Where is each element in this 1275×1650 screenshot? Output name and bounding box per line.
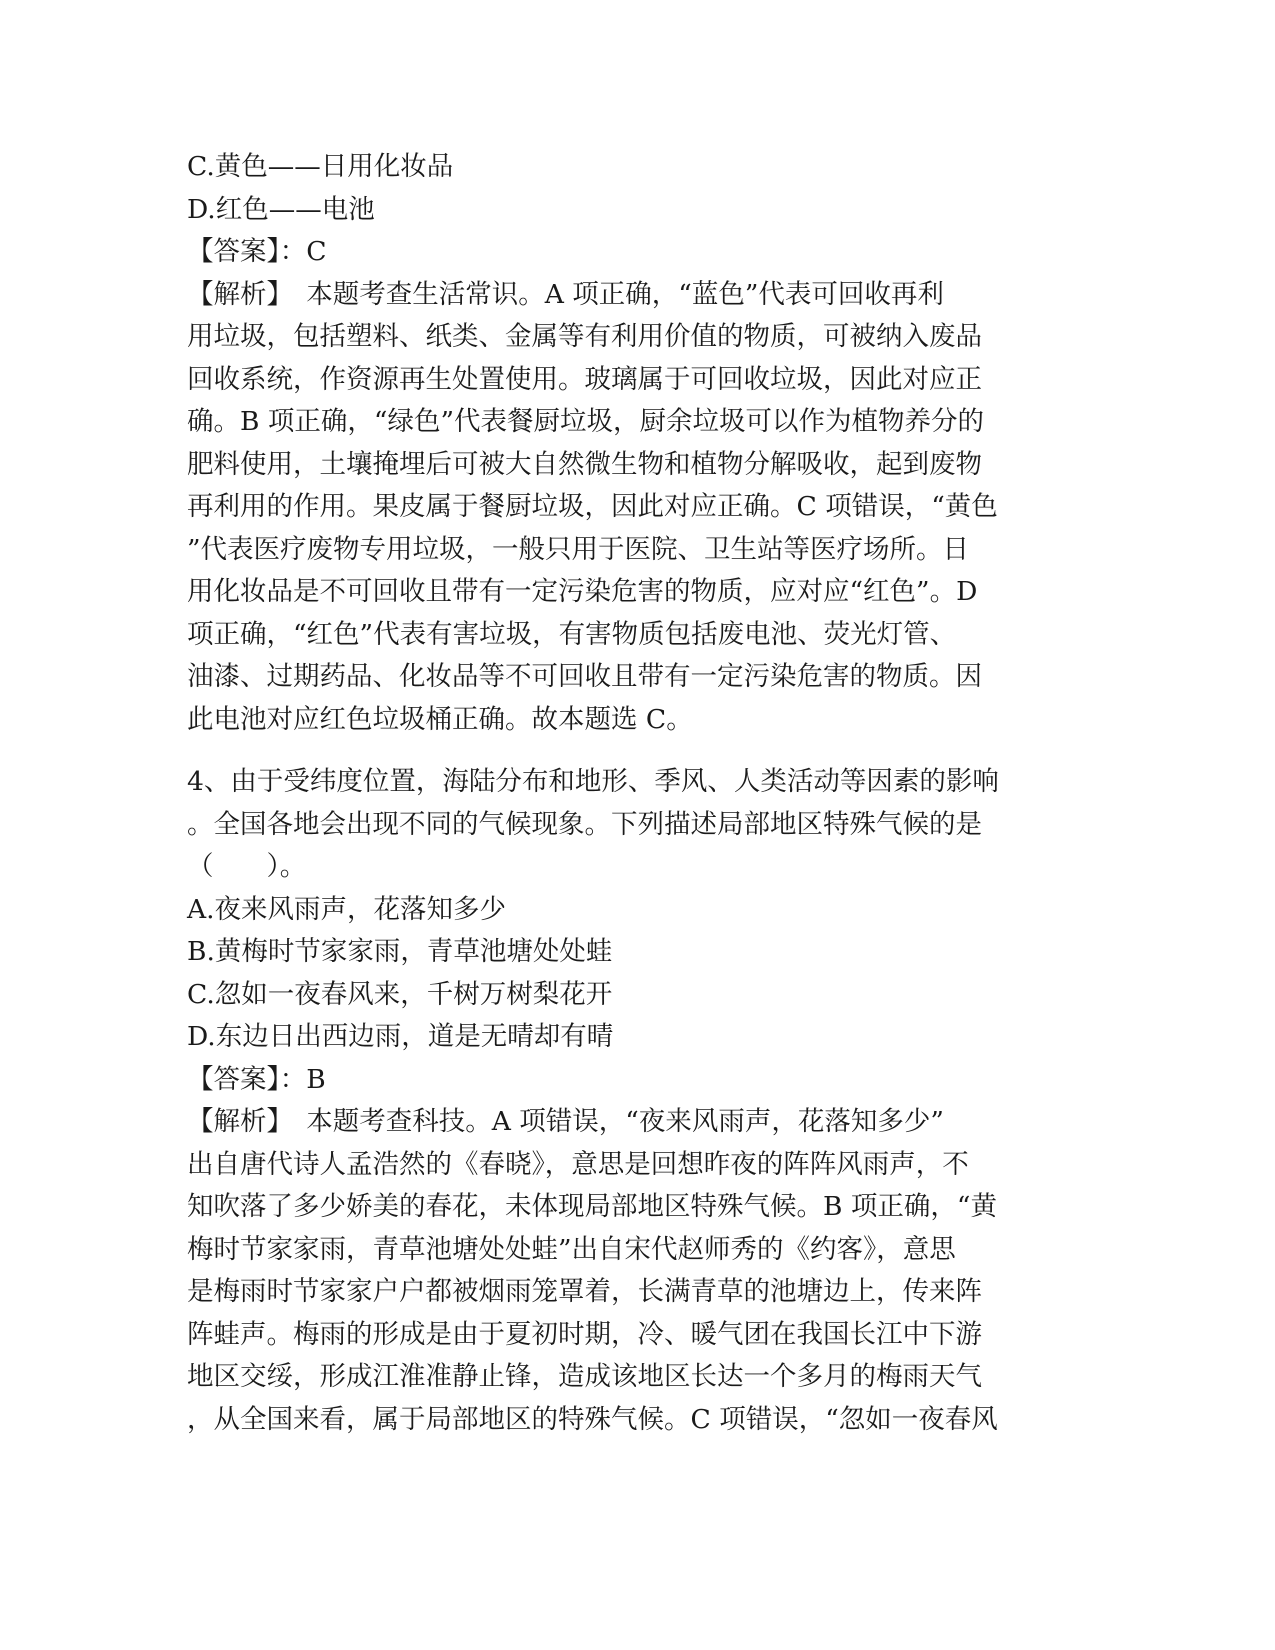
q3-explanation-line: ”代表医疗废物专用垃圾，一般只用于医院、卫生站等医疗场所。日	[187, 533, 970, 565]
q4-question-line: 。全国各地会出现不同的气候现象。下列描述局部地区特殊气候的是	[187, 808, 982, 840]
question-separator	[187, 741, 1087, 761]
q3-explanation-line: 此电池对应红色垃圾桶正确。故本题选 C。	[187, 703, 693, 735]
q3-explanation-line: 再利用的作用。果皮属于餐厨垃圾，因此对应正确。C 项错误，“黄色	[187, 491, 998, 522]
q3-explanation-line: 回收系统，作资源再生处置使用。玻璃属于可回收垃圾，因此对应正	[187, 363, 982, 395]
q3-option-d: D.红色——电池	[187, 193, 375, 225]
q4-explanation-line: 梅时节家家雨，青草池塘处处蛙”出自宋代赵师秀的《约客》，意思	[187, 1233, 956, 1265]
q3-explanation-line: 确。B 项正确，“绿色”代表餐厨垃圾，厨余垃圾可以作为植物养分的	[187, 406, 984, 437]
q3-explanation-line: 用垃圾，包括塑料、纸类、金属等有利用价值的物质，可被纳入废品	[187, 321, 982, 352]
q3-explanation-line: 油漆、过期药品、化妆品等不可回收且带有一定污染危害的物质。因	[187, 661, 982, 692]
q4-explanation-line: 是梅雨时节家家户户都被烟雨笼罩着，长满青草的池塘边上，传来阵	[187, 1276, 982, 1307]
q4-explanation-line: 地区交绥，形成江淮准静止锋，造成该地区长达一个多月的梅雨天气	[187, 1361, 982, 1392]
q4-answer: 【答案】：B	[187, 1063, 326, 1095]
q3-explanation-line: 肥料使用，土壤掩埋后可被大自然微生物和植物分解吸收，起到废物	[187, 448, 982, 480]
q4-option-b: B.黄梅时节家家雨，青草池塘处处蛙	[187, 936, 613, 967]
q4-explanation-line: 出自唐代诗人孟浩然的《春晓》，意思是回想昨夜的阵阵风雨声，不	[187, 1148, 969, 1180]
document-body	[187, 146, 1087, 1441]
q3-explanation-line: 用化妆品是不可回收且带有一定污染危害的物质，应对应“红色”。D	[187, 576, 978, 607]
q4-explanation-line: 知吹落了多少娇美的春花，未体现局部地区特殊气候。B 项正确，“黄	[187, 1191, 997, 1222]
q4-option-d: D.东边日出西边雨，道是无晴却有晴	[187, 1021, 614, 1052]
q4-explanation-line: 【解析】 本题考查科技。A 项错误，“夜来风雨声，花落知多少”	[187, 1106, 944, 1137]
q3-explanation-line: 【解析】 本题考查生活常识。A 项正确，“蓝色”代表可回收再利	[187, 278, 944, 310]
q3-option-c: C.黄色——日用化妆品	[187, 151, 454, 182]
q4-question-line: 4、由于受纬度位置，海陆分布和地形、季风、人类活动等因素的影响	[187, 766, 999, 797]
q4-option-a: A.夜来风雨声，花落知多少	[187, 893, 507, 925]
q3-explanation-line: 项正确，“红色”代表有害垃圾，有害物质包括废电池、荧光灯管、	[187, 618, 957, 650]
q4-explanation-line: ，从全国来看，属于局部地区的特殊气候。C 项错误，“忽如一夜春风	[187, 1403, 998, 1435]
q4-option-c: C.忽如一夜春风来，千树万树梨花开	[187, 978, 613, 1010]
q4-explanation-line: 阵蛙声。梅雨的形成是由于夏初时期，冷、暖气团在我国长江中下游	[187, 1318, 982, 1350]
q4-question-line: （ ）。	[187, 851, 307, 882]
q3-answer: 【答案】：C	[187, 236, 327, 267]
